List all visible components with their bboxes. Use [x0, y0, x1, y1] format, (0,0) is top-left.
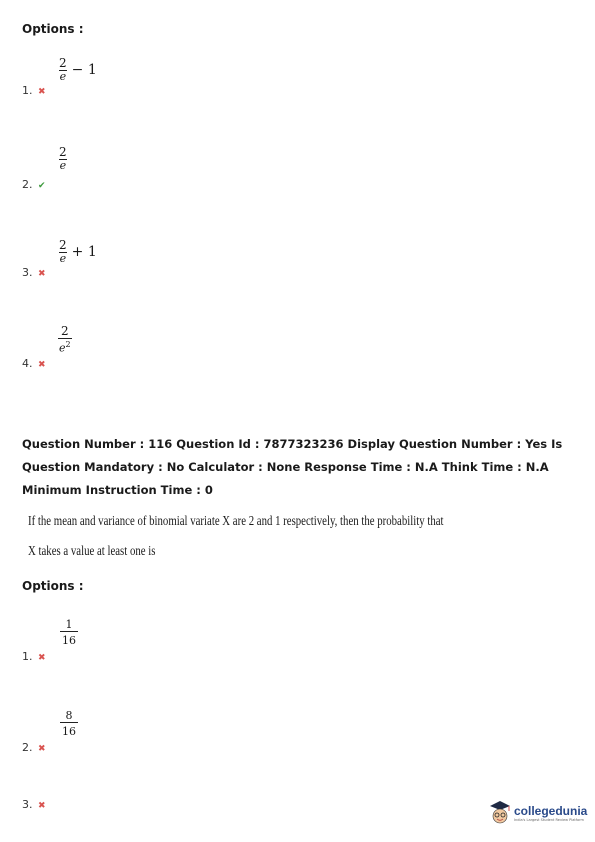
numerator: 8 [65, 709, 73, 722]
numerator: 1 [65, 618, 73, 631]
fraction [58, 325, 72, 355]
cross-icon: ✖ [38, 87, 46, 97]
option-number: 3. [22, 266, 33, 279]
numerator: 2 [60, 324, 69, 338]
denominator: e [59, 252, 67, 265]
denominator: e [59, 159, 67, 172]
option-number: 1. [22, 650, 33, 663]
options-label: Options : [22, 22, 84, 36]
numerator: 2 [59, 56, 67, 70]
fraction [58, 57, 68, 83]
denominator: 16 [60, 722, 78, 738]
fraction [58, 239, 68, 265]
question-meta: Question Number : 116 Question Id : 7877323236 Display Question Number : Yes Is Question Mandatory : No Calculator : None Response Time : N.A Think Time : N.A Minimum Instruction Time : 0 [22, 437, 563, 497]
cross-icon: ✖ [38, 360, 46, 370]
option-3-expression [58, 239, 97, 265]
option-4[interactable] [22, 357, 46, 370]
option-1[interactable] [22, 84, 46, 97]
option-number: 1. [22, 84, 33, 97]
fraction [60, 618, 78, 647]
numerator: 2 [59, 145, 67, 159]
denominator: 16 [60, 631, 78, 647]
mascot-icon [489, 800, 511, 826]
q116-option-2-expression [60, 709, 78, 738]
q116-option-1[interactable] [22, 650, 46, 663]
fraction [58, 146, 68, 172]
question-text-line-2: X takes a value at least one is [28, 543, 156, 558]
q116-option-3[interactable] [22, 798, 46, 811]
numerator: 2 [59, 238, 67, 252]
option-number: 2. [22, 741, 33, 754]
option-number: 2. [22, 178, 33, 191]
exponent: 2 [65, 340, 71, 349]
collegedunia-logo [489, 800, 587, 826]
question-text-line-1: If the mean and variance of binomial variate X are 2 and 1 respectively, then the probability that [28, 513, 444, 528]
expression-suffix: + 1 [71, 244, 97, 260]
cross-icon: ✖ [38, 744, 46, 754]
cross-icon: ✖ [38, 801, 46, 811]
denominator [58, 338, 72, 355]
option-number: 4. [22, 357, 33, 370]
check-icon: ✔ [38, 181, 46, 191]
denominator: e [59, 70, 67, 83]
fraction [60, 709, 78, 738]
options-label: Options : [22, 579, 84, 593]
cross-icon: ✖ [38, 653, 46, 663]
option-2[interactable] [22, 178, 46, 191]
option-2-expression [58, 146, 68, 172]
cross-icon: ✖ [38, 269, 46, 279]
denominator-base: e [59, 341, 66, 355]
option-4-expression [58, 325, 72, 355]
q116-option-2[interactable] [22, 741, 46, 754]
logo-tagline: India's Largest Student Review Platform [514, 818, 584, 822]
option-number: 3. [22, 798, 33, 811]
logo-name: collegedunia [514, 804, 588, 818]
option-3[interactable] [22, 266, 46, 279]
expression-suffix: − 1 [71, 62, 97, 78]
option-1-expression [58, 57, 97, 83]
q116-option-1-expression [60, 618, 78, 647]
